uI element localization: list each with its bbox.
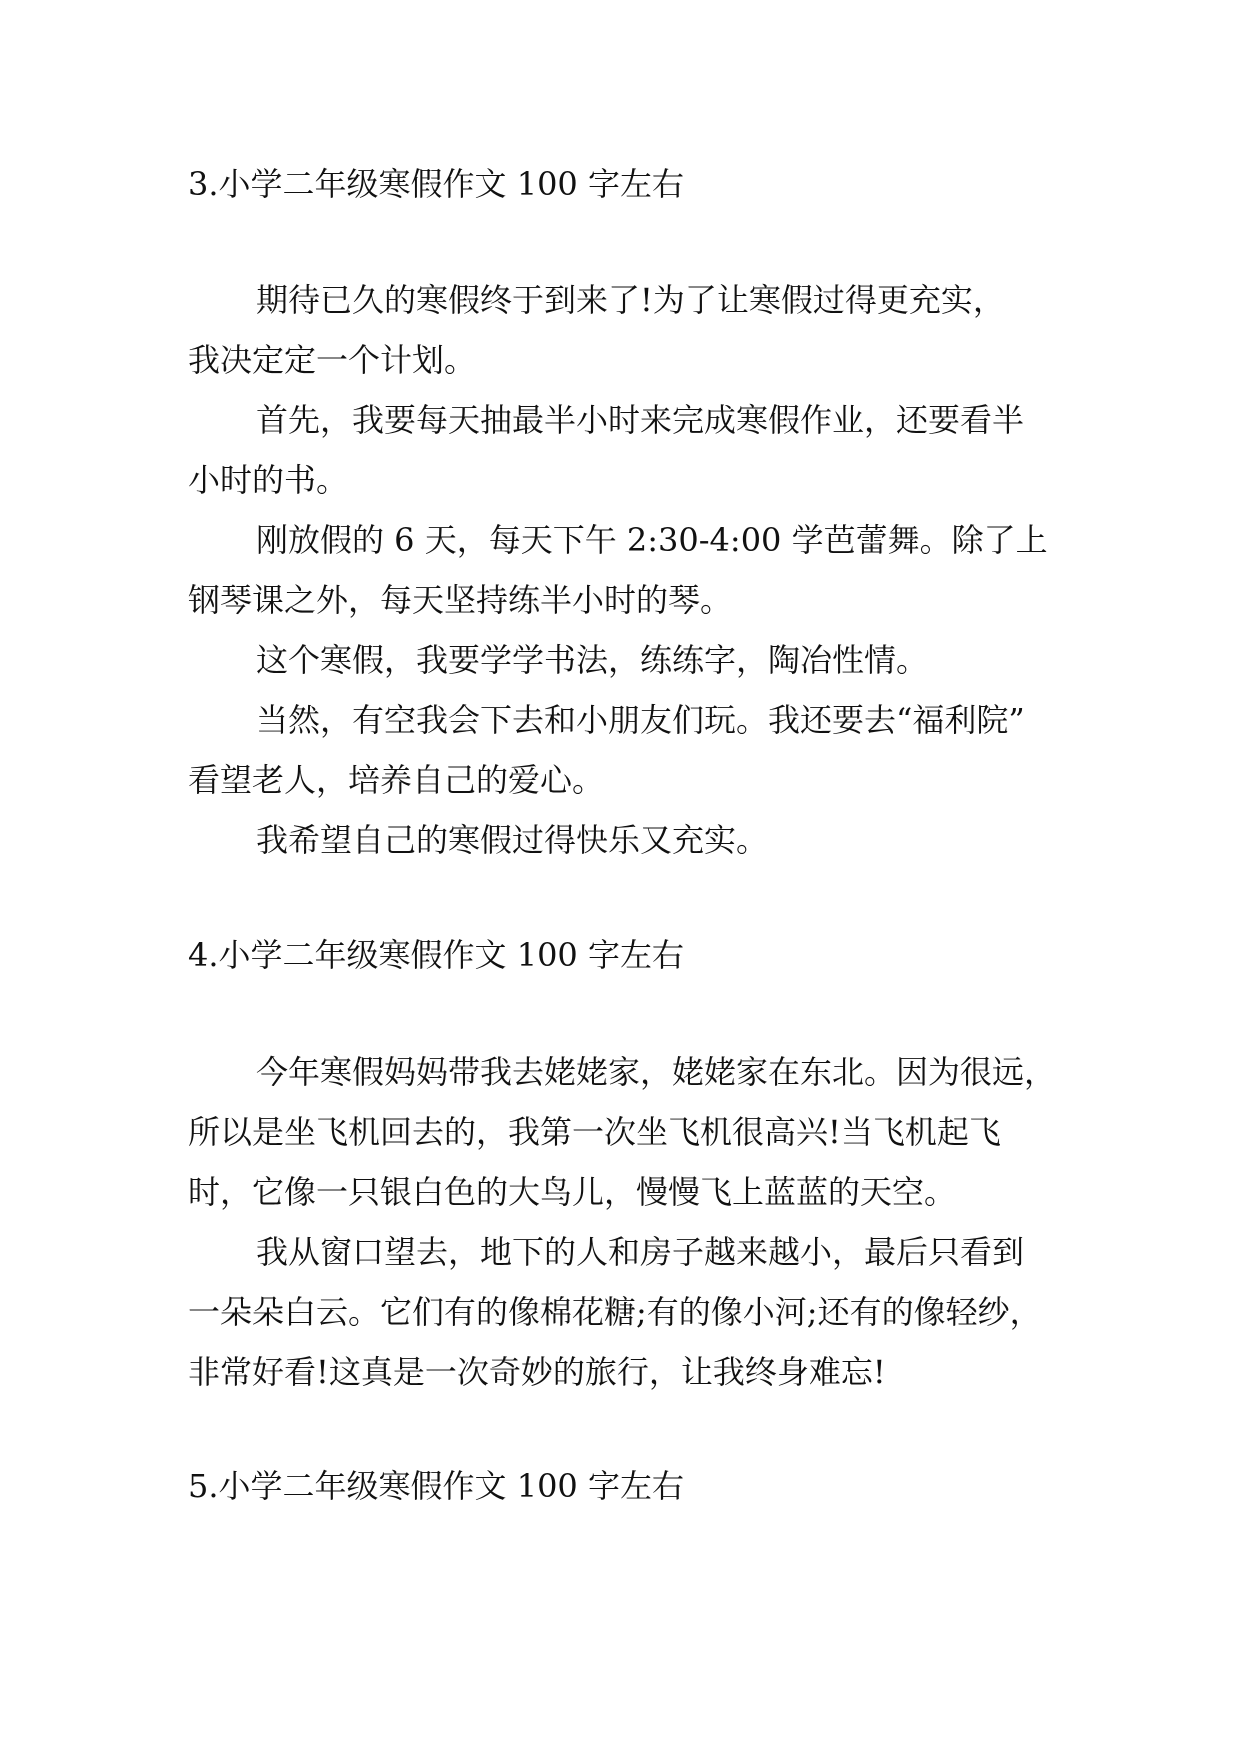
- paragraph-line: 时，它像一只银白色的大鸟儿，慢慢飞上蓝蓝的天空。: [188, 1173, 957, 1211]
- paragraph-line: 今年寒假妈妈带我去姥姥家，姥姥家在东北。因为很远，: [256, 1053, 1057, 1091]
- paragraph-line: 一朵朵白云。它们有的像棉花糖;有的像小河;还有的像轻纱，: [188, 1293, 1042, 1331]
- paragraph-line: 当然，有空我会下去和小朋友们玩。我还要去“福利院”: [256, 701, 1025, 739]
- paragraph-line: 我从窗口望去，地下的人和房子越来越小，最后只看到: [256, 1233, 1025, 1271]
- paragraph-line: 刚放假的 6 天，每天下午 2:30-4:00 学芭蕾舞。除了上: [256, 521, 1048, 559]
- paragraph-line: 钢琴课之外，每天坚持练半小时的琴。: [188, 581, 733, 619]
- paragraph-line: 我决定定一个计划。: [188, 341, 477, 379]
- section-5-heading: 5.小学二年级寒假作文 100 字左右: [188, 1467, 684, 1505]
- paragraph-line: 期待已久的寒假终于到来了!为了让寒假过得更充实，: [256, 281, 1005, 319]
- paragraph-line: 所以是坐飞机回去的，我第一次坐飞机很高兴!当飞机起飞: [188, 1113, 1001, 1151]
- paragraph-line: 小时的书。: [188, 461, 349, 499]
- paragraph-line: 看望老人，培养自己的爱心。: [188, 761, 605, 799]
- paragraph-line: 首先，我要每天抽最半小时来完成寒假作业，还要看半: [256, 401, 1025, 439]
- section-4-heading: 4.小学二年级寒假作文 100 字左右: [188, 936, 684, 974]
- paragraph-line: 非常好看!这真是一次奇妙的旅行，让我终身难忘!: [188, 1353, 886, 1391]
- paragraph-line: 我希望自己的寒假过得快乐又充实。: [256, 821, 769, 859]
- paragraph-line: 这个寒假，我要学学书法，练练字，陶冶性情。: [256, 641, 929, 679]
- section-3-heading: 3.小学二年级寒假作文 100 字左右: [188, 165, 684, 203]
